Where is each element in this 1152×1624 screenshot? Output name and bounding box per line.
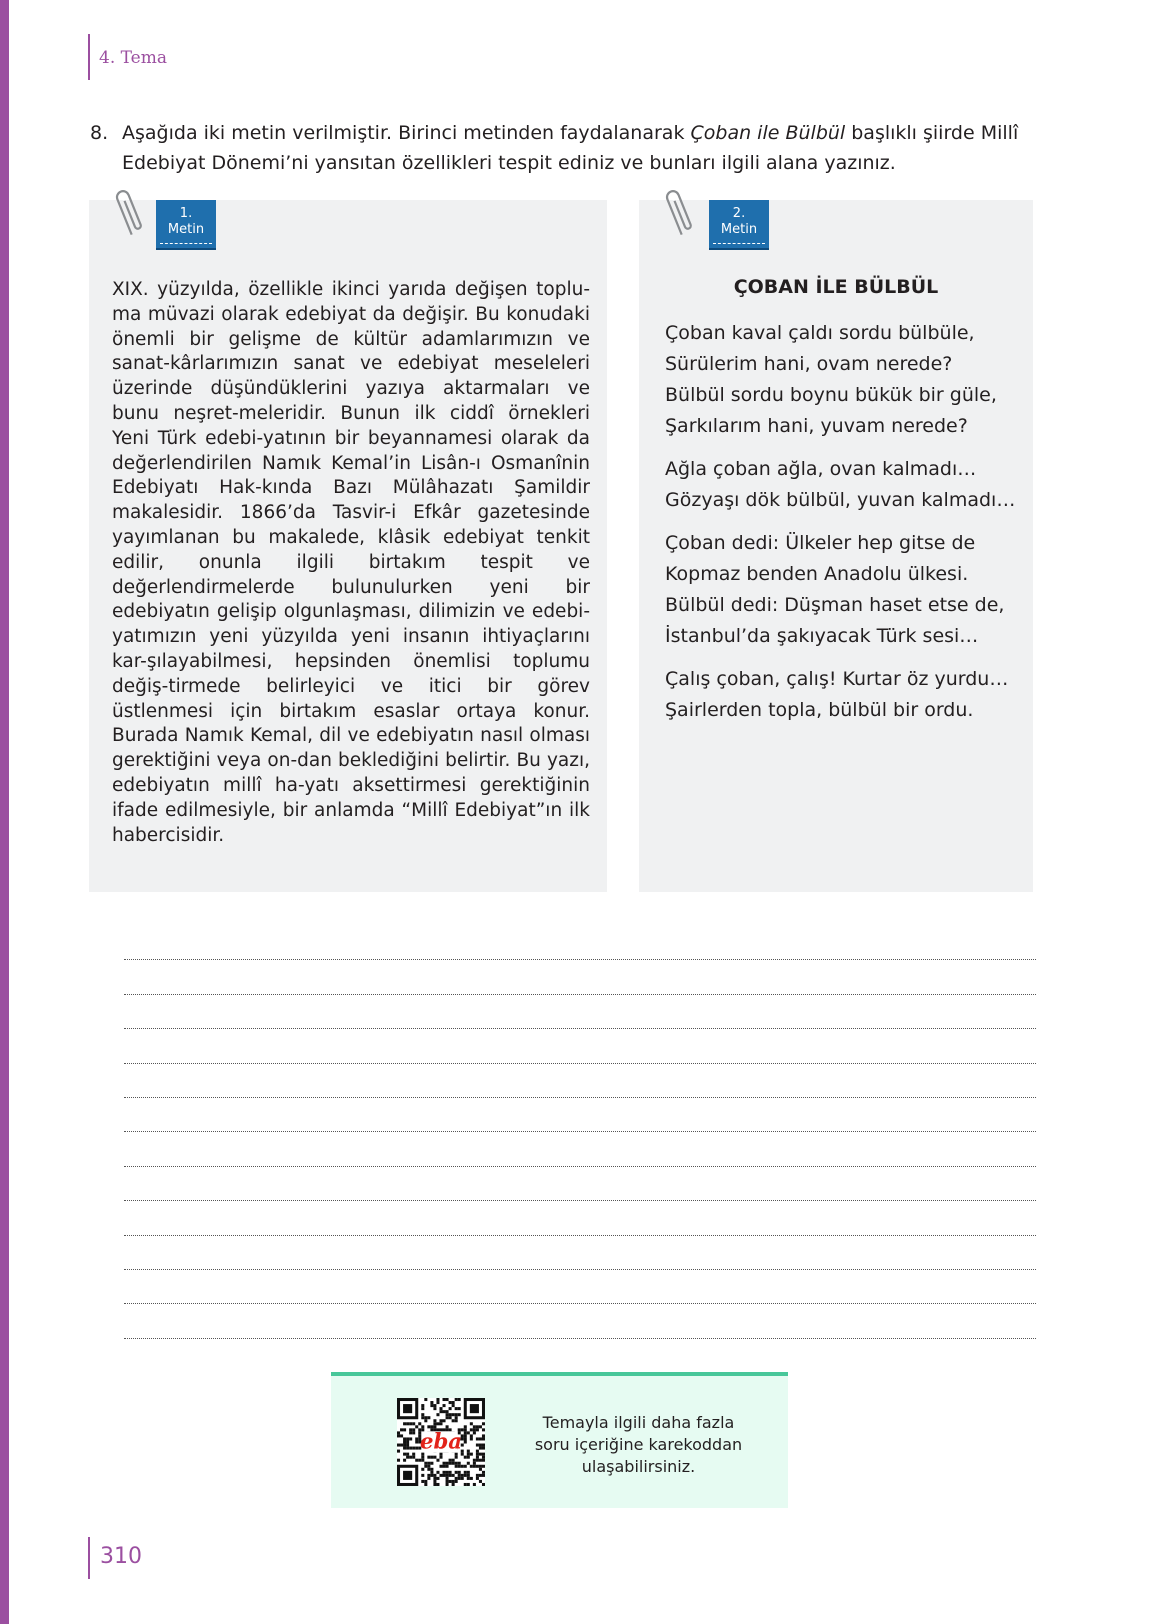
answer-line[interactable] — [124, 1304, 1036, 1338]
qr-note-line: soru içeriğine karekoddan — [534, 1435, 743, 1454]
answer-line[interactable] — [124, 1270, 1036, 1304]
paperclip-icon — [114, 182, 144, 242]
question-text — [122, 118, 1050, 178]
text-1-badge — [156, 200, 216, 250]
qr-code-box — [331, 1372, 788, 1508]
qr-note-line: ulaşabilirsiniz. — [581, 1457, 696, 1476]
question-text-part: Aşağıda iki metin verilmiştir. Birinci metinden faydalanarak — [122, 122, 691, 144]
badge-label: Metin — [167, 222, 205, 237]
poem-stanza — [665, 528, 1025, 652]
poem-title: ÇOBAN İLE BÜLBÜL — [733, 276, 939, 298]
qr-note-line: Temayla ilgili daha fazla — [542, 1413, 735, 1432]
qr-note — [521, 1412, 756, 1478]
badge-number: 1. — [179, 206, 193, 221]
poem — [665, 318, 1025, 738]
answer-line[interactable] — [124, 1167, 1036, 1201]
header-rule — [88, 34, 90, 80]
answer-line[interactable] — [124, 995, 1036, 1029]
poem-line: Gözyaşı dök bülbül, yuvan kalmadı… — [665, 489, 1016, 511]
paperclip-icon — [664, 182, 694, 242]
answer-line[interactable] — [124, 1029, 1036, 1063]
text-1-panel — [89, 200, 607, 892]
answer-line[interactable] — [124, 1098, 1036, 1132]
theme-label: 4. Tema — [99, 48, 167, 68]
footer-rule — [88, 1537, 90, 1579]
question-poem-title: Çoban ile Bülbül — [690, 122, 846, 144]
poem-line: Ağla çoban ağla, ovan kalmadı… — [665, 458, 977, 480]
poem-stanza — [665, 454, 1025, 516]
answer-line[interactable] — [124, 1064, 1036, 1098]
poem-line: Çoban dedi: Ülkeler hep gitse de — [665, 532, 976, 554]
text-1-paragraph: XIX. yüzyılda, özellikle ikinci yarıda değişen toplu-ma müvazi olarak edebiyat da değişir. Bu konudaki önemli bir gelişme de kültür adamlarımızın ve sanat-kârlarımızın sanat ve edebiyat meseleleri üzerinde düşündüklerini yazıya aktarmaları ve bunu neşret-meleridir. Bunun ilk ciddî örnekleri Yeni Türk edebi-yatının bir beyannamesi olarak da değerlendirilen Namık Kemal’in Lisân-ı Osmanînin Edebiyatı Hak-kında Bazı Mülâhazatı Şamildir makalesidir. 1866’da Tasvir-i Efkâr gazetesinde yayımlanan bu makalede, klâsik edebiyat tenkit edilir, onunla ilgili birtakım tespit ve değerlendirmelerde bulunulurken yeni bir edebiyatın gelişip olgunlaşması, dilimizin ve edebi-yatımızın yeni yüzyılda yeni insanın ihtiyaçlarını kar-şılayabilmesi, hepsinden önemlisi toplumu değiş-tirmede belirleyici ve itici bir görev üstlenmesi için birtakım esaslar ortaya konur. Burada Namık Kemal, dil ve edebiyatın nasıl olması gerektiğini veya on-dan beklediğini belirtir. Bu yazı, edebiyatın millî ha-yatı aksettirmesi gerektiğinin ifade edilmesiyle, bir anlamda “Millî Edebiyat”ın ilk habercisidir. — [112, 279, 590, 846]
text-1-body — [112, 278, 590, 848]
eba-logo: eba — [419, 1429, 463, 1455]
question-text-part: başlıklı şiirde Millî Edebiyat Dönemi’ni yansıtan özellikleri tespit ediniz ve bunları ilgili alana yazınız. — [122, 122, 1019, 174]
poem-stanza — [665, 318, 1025, 442]
poem-stanza — [665, 664, 1025, 726]
answer-line[interactable] — [124, 1132, 1036, 1166]
poem-line: Bülbül dedi: Düşman haset etse de, — [665, 594, 1005, 616]
poem-line: Sürülerim hani, ovam nerede? — [665, 353, 953, 375]
answer-line[interactable] — [124, 960, 1036, 994]
answer-line[interactable] — [124, 1236, 1036, 1270]
page-side-stripe — [0, 0, 9, 1624]
poem-line: Çalış çoban, çalış! Kurtar öz yurdu… — [665, 668, 1009, 690]
poem-line: Şarkılarım hani, yuvam nerede? — [665, 415, 968, 437]
answer-line[interactable] — [124, 1201, 1036, 1235]
question-number: 8. — [90, 122, 109, 144]
text-2-badge — [709, 200, 769, 250]
question — [90, 118, 1050, 178]
qr-code-icon[interactable] — [397, 1398, 485, 1486]
page-number: 310 — [100, 1544, 142, 1569]
poem-line: Çoban kaval çaldı sordu bülbüle, — [665, 322, 975, 344]
poem-line: Kopmaz benden Anadolu ülkesi. — [665, 563, 969, 585]
answer-line[interactable] — [124, 926, 1036, 960]
badge-number: 2. — [732, 206, 746, 221]
poem-line: Bülbül sordu boynu bükük bir güle, — [665, 384, 997, 406]
poem-line: Şairlerden topla, bülbül bir ordu. — [665, 699, 974, 721]
text-2-panel — [639, 200, 1033, 892]
badge-label: Metin — [720, 222, 758, 237]
answer-area[interactable] — [124, 926, 1036, 1339]
poem-line: İstanbul’da şakıyacak Türk sesi… — [665, 625, 979, 647]
